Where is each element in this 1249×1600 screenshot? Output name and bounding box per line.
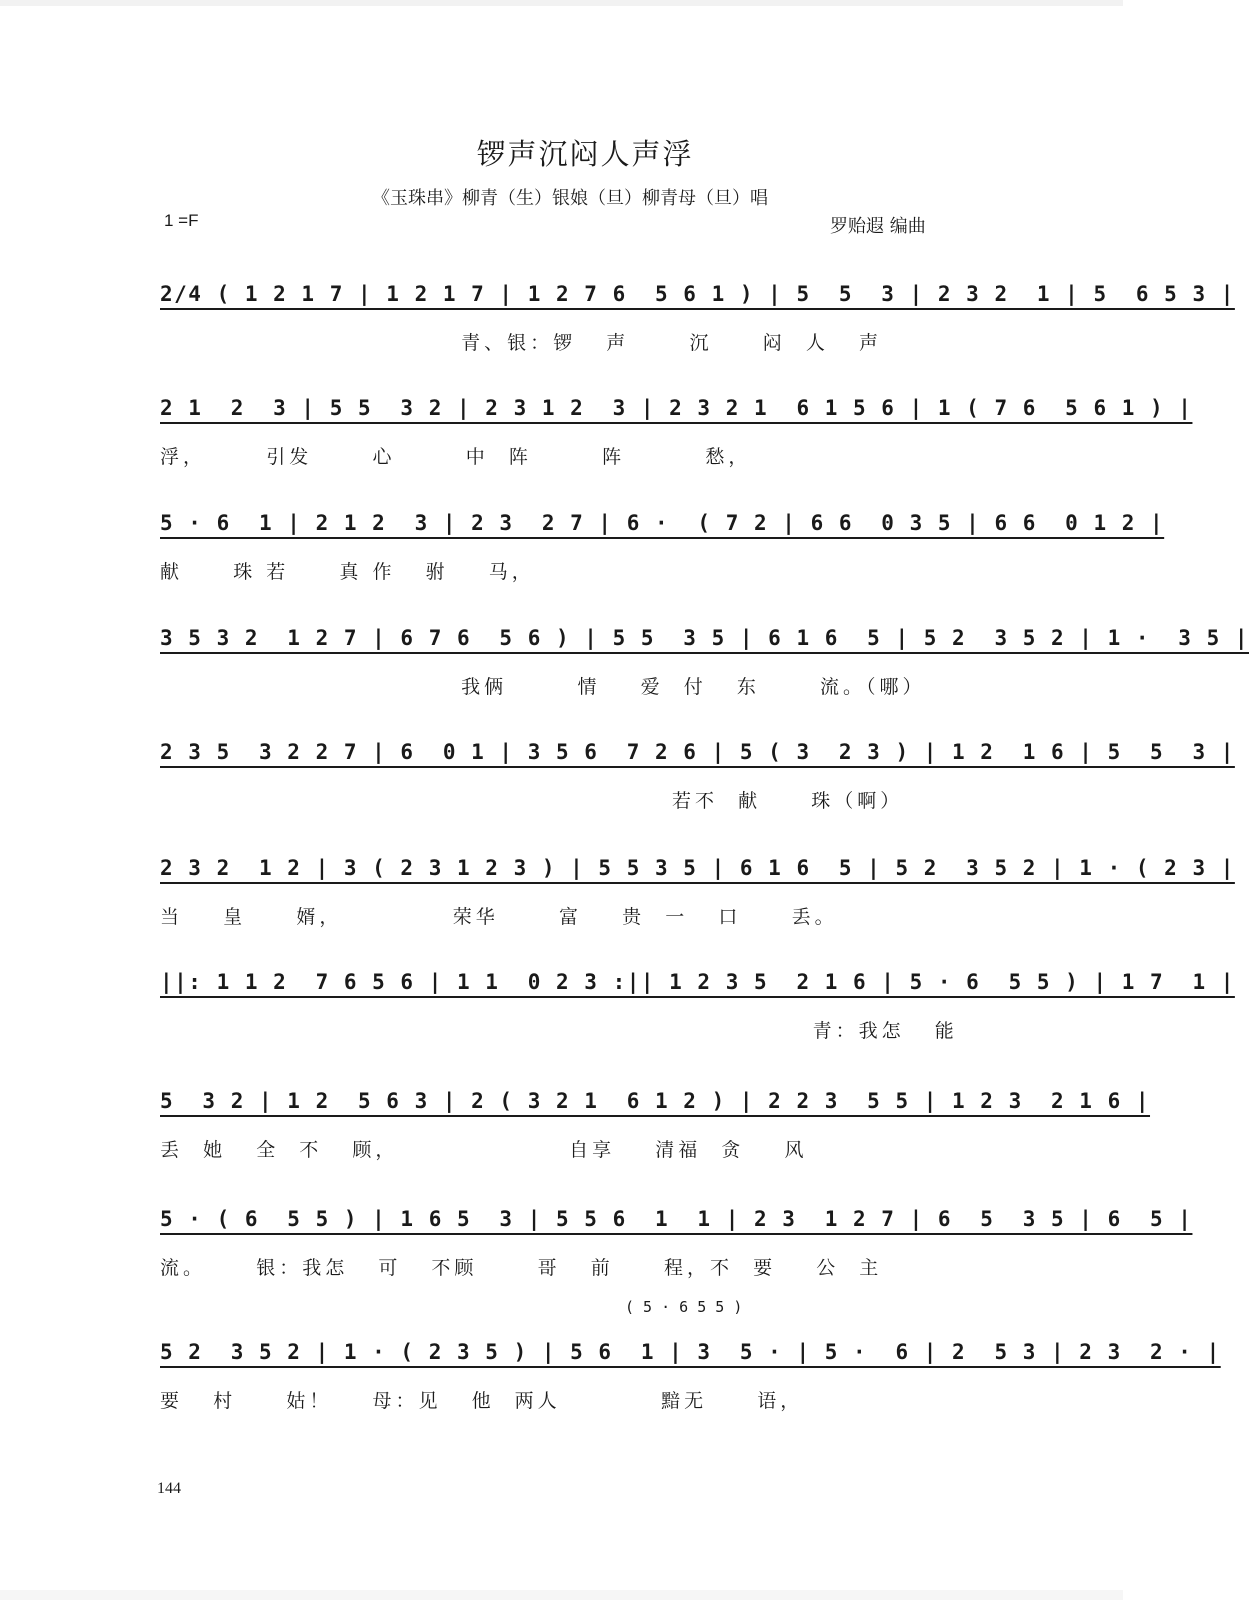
page-number: 144 xyxy=(157,1480,181,1497)
staff-7-lyrics: 青：我怎 能 xyxy=(160,1020,958,1042)
staff-9-notes: 5 · ( 6 5 5 ) | 1 6 5 3 | 5 5 6 1 1 | 2 3 1 2 7 | 6 5 3 5 | 6 5 | xyxy=(160,1207,1193,1231)
staff-1-lyrics: 青、银：锣 声 沉 闷 人 声 xyxy=(160,332,882,354)
staff-3-notes: 5 · 6 1 | 2 1 2 3 | 2 3 2 7 | 6 · ( 7 2 | 6 6 0 3 5 | 6 6 0 1 2 | xyxy=(160,511,1165,535)
staff-1-notes: 2/4 ( 1 2 1 7 | 1 2 1 7 | 1 2 7 6 5 6 1 ) | 5 5 3 | 2 3 2 1 | 5 6 5 3 | xyxy=(160,282,1235,306)
key-signature: 1 =F xyxy=(164,211,199,230)
staff-10-cue: ( 5 · 6 5 5 ) xyxy=(625,1298,743,1316)
staff-6-notes: 2 3 2 1 2 | 3 ( 2 3 1 2 3 ) | 5 5 3 5 | 6 1 6 5 | 5 2 3 5 2 | 1 · ( 2 3 | xyxy=(160,856,1235,880)
staff-7-notes: ||: 1 1 2 7 6 5 6 | 1 1 0 2 3 :|| 1 2 3 5 2 1 6 | 5 · 6 5 5 ) | 1 7 1 | xyxy=(160,970,1235,994)
staff-5-lyrics: 若不 献 珠（啊） xyxy=(160,790,904,812)
staff-10-lyrics: 要 村 姑！ 母：见 他 两人 黯无 语， xyxy=(160,1390,804,1412)
staff-3-lyrics: 献 珠 若 真 作 驸 马， xyxy=(160,561,535,583)
composer-credit: 罗贻遐 编曲 xyxy=(830,216,926,237)
staff-2-notes: 2 1 2 3 | 5 5 3 2 | 2 3 1 2 3 | 2 3 2 1 6 1 5 6 | 1 ( 7 6 5 6 1 ) | xyxy=(160,396,1193,420)
scan-bottom-edge xyxy=(0,1590,1123,1600)
staff-2-lyrics: 浮， 引发 心 中 阵 阵 愁， xyxy=(160,446,752,468)
staff-4-notes: 3 5 3 2 1 2 7 | 6 7 6 5 6 ) | 5 5 3 5 | 6 1 6 5 | 5 2 3 5 2 | 1 · 3 5 | xyxy=(160,626,1249,650)
staff-9-lyrics: 流。 银：我怎 可 不顾 哥 前 程，不 要 公 主 xyxy=(160,1257,883,1279)
song-title: 锣声沉闷人声浮 xyxy=(476,137,694,171)
scan-top-edge xyxy=(0,0,1123,6)
staff-8-lyrics: 丢 她 全 不 顾， 自享 清福 贪 风 xyxy=(160,1139,808,1161)
staff-4-lyrics: 我俩 情 爱 付 东 流。（哪） xyxy=(160,676,926,698)
staff-5-notes: 2 3 5 3 2 2 7 | 6 0 1 | 3 5 6 7 2 6 | 5 ( 3 2 3 ) | 1 2 1 6 | 5 5 3 | xyxy=(160,740,1235,764)
song-subtitle: 《玉珠串》柳青（生）银娘（旦）柳青母（旦）唱 xyxy=(372,188,768,209)
staff-8-notes: 5 3 2 | 1 2 5 6 3 | 2 ( 3 2 1 6 1 2 ) | 2 2 3 5 5 | 1 2 3 2 1 6 | xyxy=(160,1089,1151,1113)
staff-10-notes: 5 2 3 5 2 | 1 · ( 2 3 5 ) | 5 6 1 | 3 5 · | 5 · 6 | 2 5 3 | 2 3 2 · | xyxy=(160,1340,1221,1364)
staff-6-lyrics: 当 皇 婿， 荣华 富 贵 一 口 丢。 xyxy=(160,906,838,928)
